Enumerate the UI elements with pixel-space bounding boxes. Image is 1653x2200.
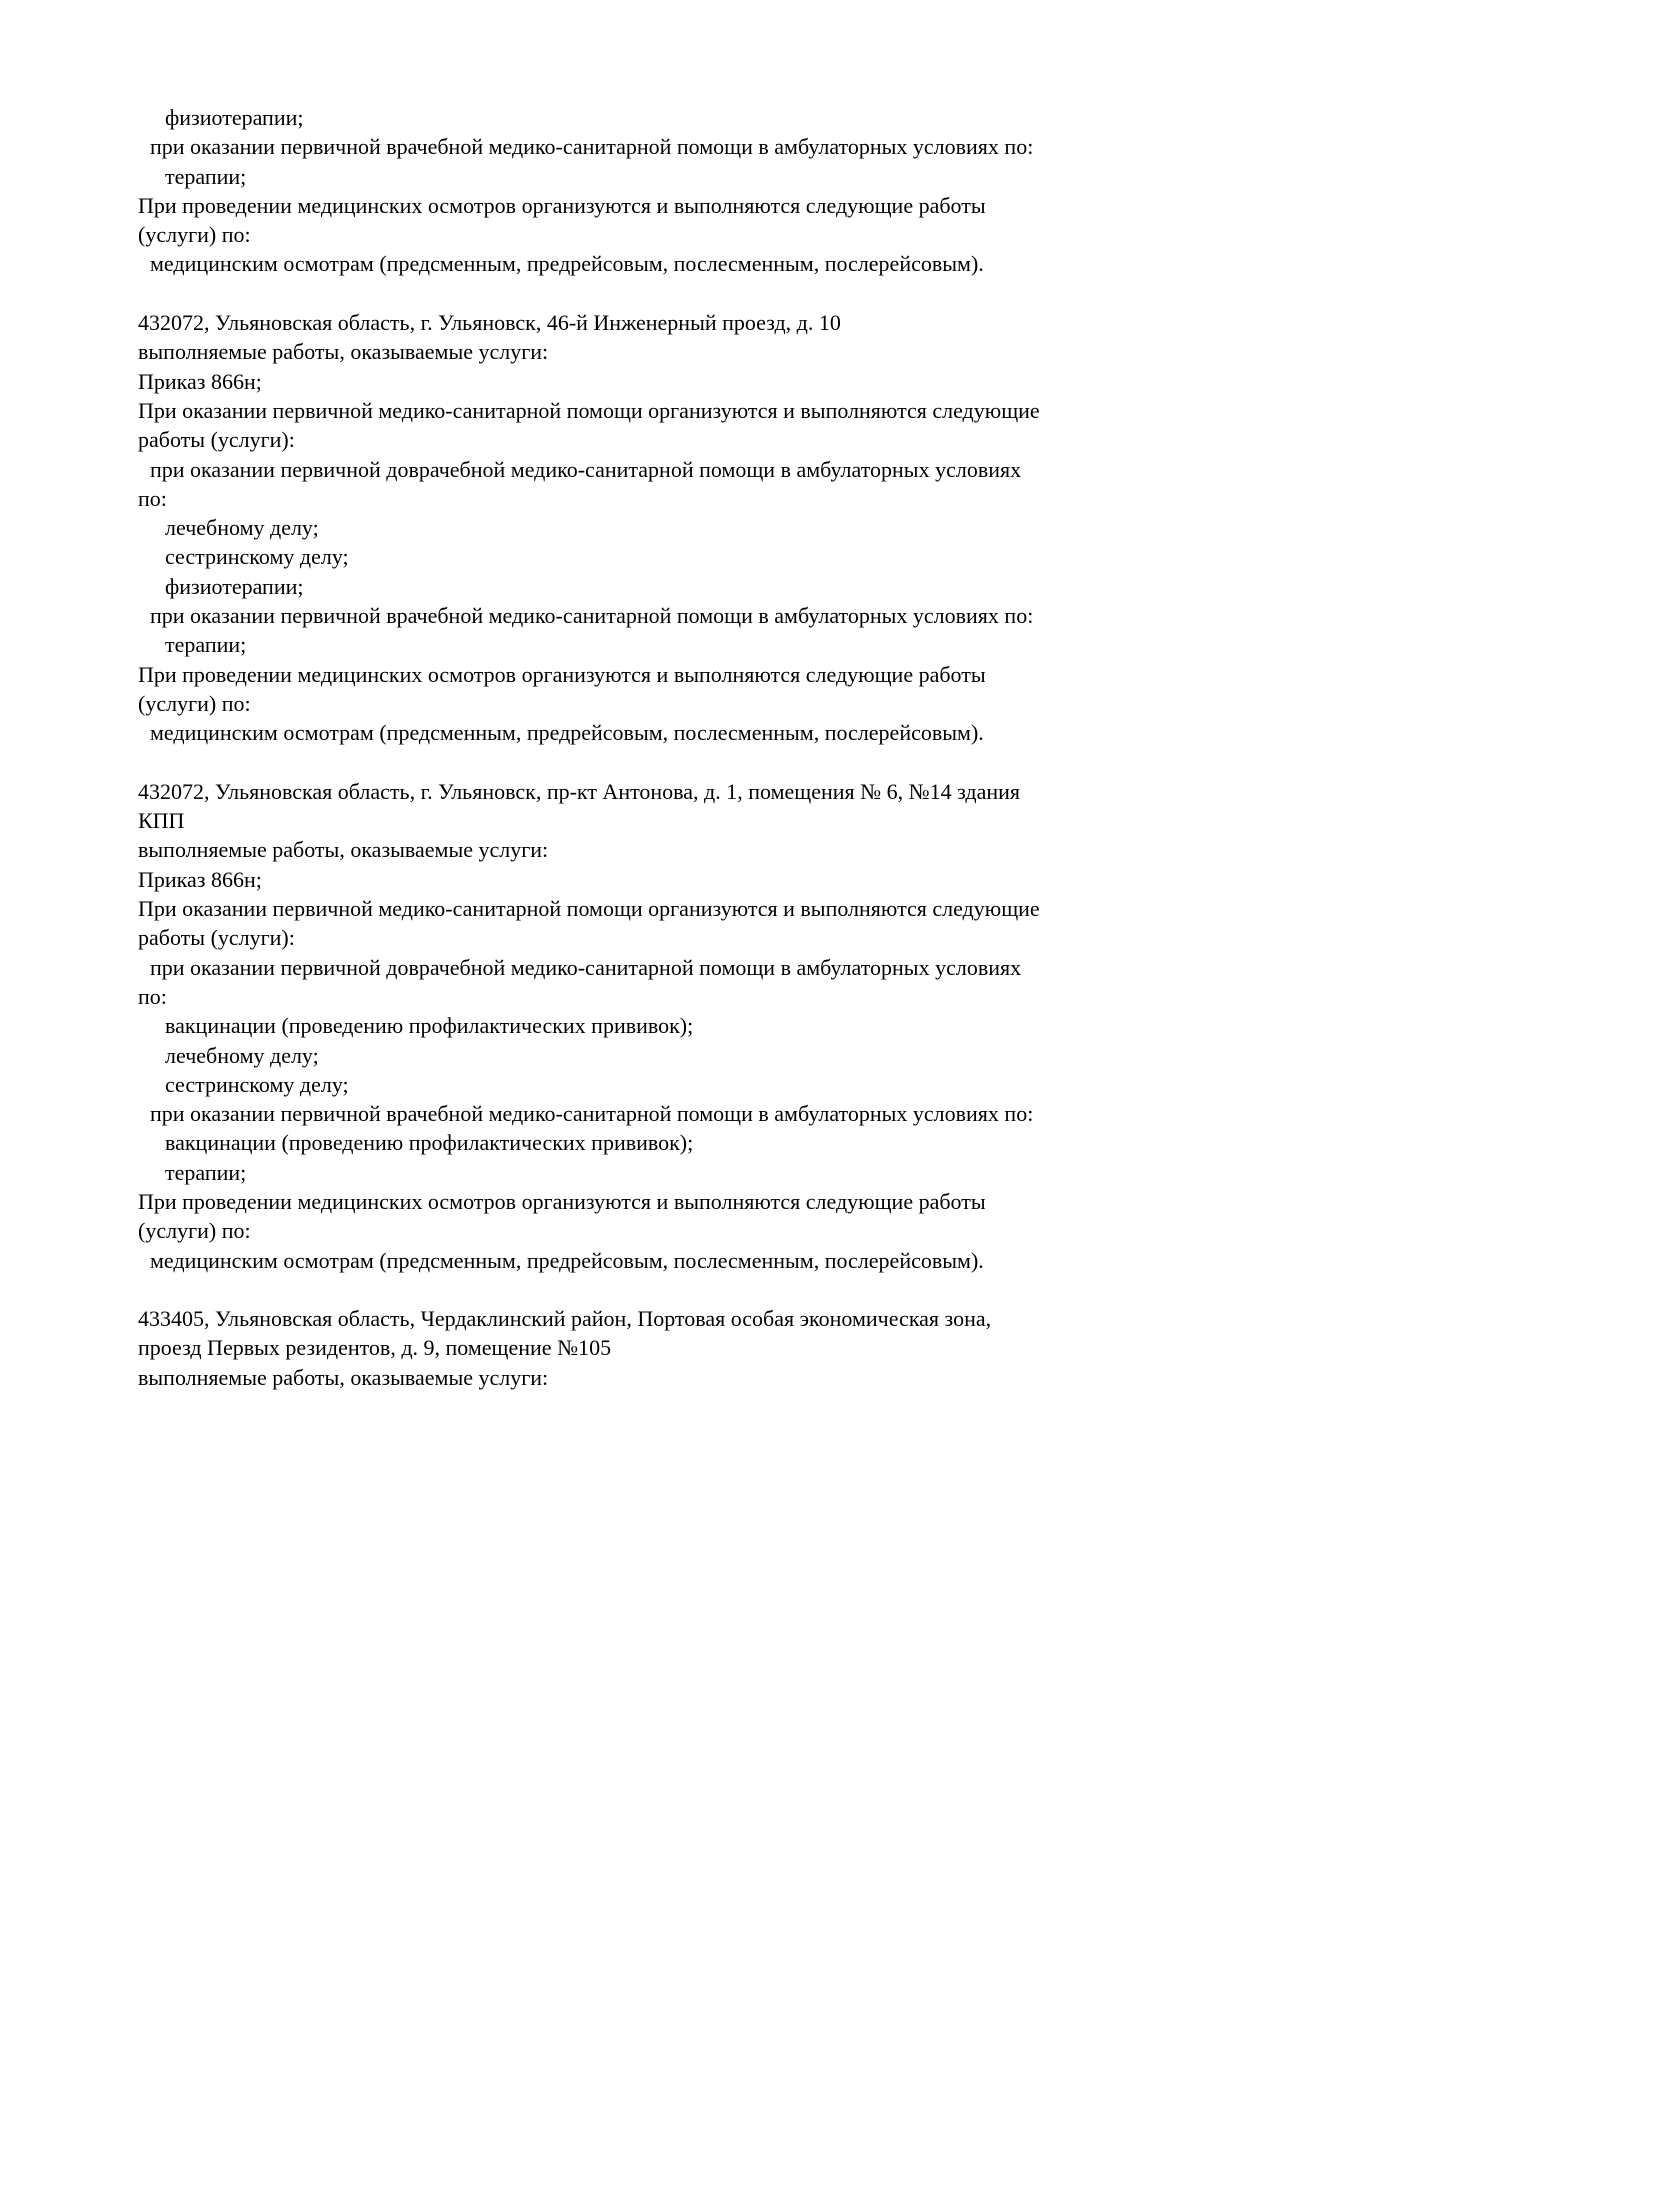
text-line: при оказании первичной врачебной медико-санитарной помощи в амбулаторных условиях по:: [150, 1101, 1034, 1127]
text-line: вакцинации (проведению профилактических прививок);: [165, 1013, 694, 1039]
text-line: При проведении медицинских осмотров организуются и выполняются следующие работы: [138, 661, 986, 687]
text-line: при оказании первичной доврачебной медико-санитарной помощи в амбулаторных условиях: [150, 954, 1022, 980]
text-line: лечебному делу;: [165, 1042, 319, 1068]
text-block: [138, 777, 1593, 1275]
text-line: 433405, Ульяновская область, Чердаклинский район, Портовая особая экономическая зона,: [138, 1306, 992, 1332]
text-line: медицинским осмотрам (предсменным, предрейсовым, послесменным, послерейсовым).: [150, 720, 984, 746]
text-line: (услуги) по:: [138, 222, 251, 248]
text-block: [138, 1304, 1593, 1392]
text-block: [138, 308, 1593, 747]
text-line: терапии;: [165, 632, 247, 658]
text-line: при оказании первичной врачебной медико-санитарной помощи в амбулаторных условиях по:: [150, 134, 1034, 160]
text-line: сестринскому делу;: [165, 1071, 349, 1097]
text-line: выполняемые работы, оказываемые услуги:: [138, 837, 549, 863]
text-line: При оказании первичной медико-санитарной помощи организуются и выполняются следующие: [138, 896, 1040, 922]
text-line: медицинским осмотрам (предсменным, предрейсовым, послесменным, послерейсовым).: [150, 1247, 984, 1273]
text-line: сестринскому делу;: [165, 544, 349, 570]
text-line: лечебному делу;: [165, 515, 319, 541]
text-line: по:: [138, 983, 167, 1009]
text-line: терапии;: [165, 1159, 247, 1185]
text-line: физиотерапии;: [165, 105, 304, 130]
text-line: Приказ 866н;: [138, 866, 262, 892]
text-line: 432072, Ульяновская область, г. Ульяновск, 46-й Инженерный проезд, д. 10: [138, 310, 841, 336]
text-block: [138, 103, 1593, 279]
text-line: При проведении медицинских осмотров организуются и выполняются следующие работы: [138, 1188, 986, 1214]
text-line: вакцинации (проведению профилактических прививок);: [165, 1130, 694, 1156]
text-line: проезд Первых резидентов, д. 9, помещение №105: [138, 1335, 612, 1361]
text-line: работы (услуги):: [138, 427, 295, 453]
text-line: работы (услуги):: [138, 925, 295, 951]
text-line: Приказ 866н;: [138, 368, 262, 394]
text-line: (услуги) по:: [138, 690, 251, 716]
text-line: При проведении медицинских осмотров организуются и выполняются следующие работы: [138, 192, 986, 218]
text-line: (услуги) по:: [138, 1218, 251, 1244]
text-line: физиотерапии;: [165, 573, 304, 599]
text-line: при оказании первичной врачебной медико-санитарной помощи в амбулаторных условиях по:: [150, 603, 1034, 629]
text-line: терапии;: [165, 163, 247, 189]
text-line: выполняемые работы, оказываемые услуги:: [138, 339, 549, 365]
text-line: При оказании первичной медико-санитарной помощи организуются и выполняются следующие: [138, 397, 1040, 423]
text-line: по:: [138, 485, 167, 511]
text-line: КПП: [138, 808, 185, 834]
text-line: 432072, Ульяновская область, г. Ульяновск, пр-кт Антонова, д. 1, помещения № 6, №14 здания: [138, 778, 1021, 804]
text-line: выполняемые работы, оказываемые услуги:: [138, 1364, 549, 1390]
text-line: медицинским осмотрам (предсменным, предрейсовым, послесменным, послерейсовым).: [150, 251, 984, 277]
text-line: при оказании первичной доврачебной медико-санитарной помощи в амбулаторных условиях: [150, 456, 1022, 482]
